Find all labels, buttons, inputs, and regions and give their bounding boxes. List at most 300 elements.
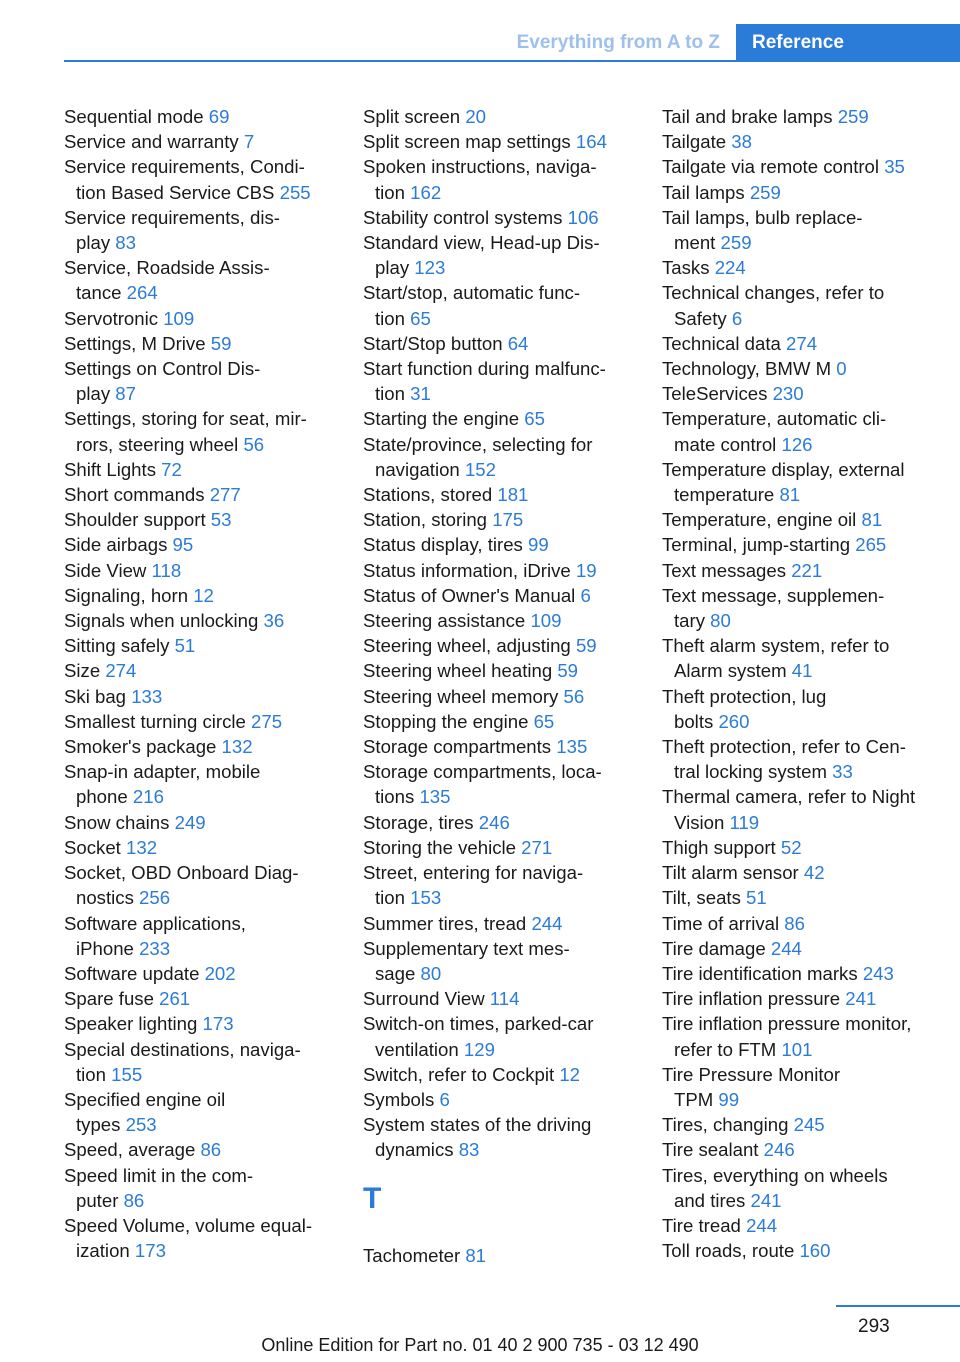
page-link[interactable]: 42	[803, 862, 825, 884]
entry-line	[662, 986, 952, 1011]
index-entry	[363, 558, 643, 583]
entry-term: Street, entering for naviga-	[363, 862, 584, 884]
entry-line	[64, 507, 344, 532]
page-link[interactable]: 243	[862, 962, 894, 984]
page-link[interactable]: 109	[163, 307, 195, 329]
entry-line	[64, 810, 344, 835]
page-link[interactable]: 12	[559, 1063, 581, 1085]
entry-continuation	[64, 432, 344, 457]
entry-term-cont: and tires	[674, 1189, 746, 1211]
entry-continuation	[662, 658, 952, 683]
page-link[interactable]: 152	[464, 458, 496, 480]
entry-line	[662, 784, 952, 809]
index-entry	[64, 583, 344, 608]
entry-term: Technical data	[662, 332, 781, 354]
page-link[interactable]: 106	[567, 206, 599, 228]
entry-term: Steering assistance	[363, 610, 526, 632]
entry-line	[662, 129, 952, 154]
footer-edition: Online Edition for Part no. 01 40 2 900 735 - 03 12 490	[261, 1335, 699, 1355]
page-link[interactable]: 181	[497, 484, 529, 506]
page-link[interactable]: 153	[410, 887, 442, 909]
entry-term-cont: Safety	[674, 307, 727, 329]
entry-continuation	[662, 306, 952, 331]
page-link[interactable]: 160	[799, 1240, 831, 1262]
entry-line	[363, 154, 643, 179]
entry-continuation	[363, 255, 643, 280]
page-link[interactable]: 133	[131, 685, 163, 707]
entry-term: Socket	[64, 836, 121, 858]
index-entry	[662, 154, 952, 179]
section-tab: Reference	[736, 24, 960, 62]
page-link[interactable]: 36	[263, 610, 285, 632]
entry-continuation	[662, 432, 952, 457]
index-entry	[64, 129, 344, 154]
entry-term: Tail lamps, bulb replace-	[662, 206, 863, 228]
page-link[interactable]: 216	[132, 786, 164, 808]
entry-term: Temperature display, external	[662, 458, 905, 480]
index-entry	[64, 1087, 344, 1137]
page-link[interactable]: 56	[563, 685, 585, 707]
entry-line	[64, 331, 344, 356]
entry-term-cont: mate control	[674, 433, 777, 455]
page-link[interactable]: 230	[772, 383, 804, 405]
index-entry	[363, 154, 643, 204]
page-link[interactable]: 275	[251, 710, 283, 732]
page-link[interactable]: 274	[105, 660, 137, 682]
entry-term: Speed limit in the com-	[64, 1164, 254, 1186]
entry-term: Tire sealant	[662, 1139, 759, 1161]
index-entry	[662, 911, 952, 936]
index-column-2	[363, 104, 643, 1268]
entry-term: Temperature, engine oil	[662, 509, 857, 531]
page-link[interactable]: 56	[243, 433, 265, 455]
index-column-1	[64, 104, 344, 1263]
entry-line	[64, 482, 344, 507]
entry-continuation	[64, 885, 344, 910]
page-link[interactable]: 129	[463, 1038, 495, 1060]
entry-term-cont: tance	[76, 282, 122, 304]
entry-term: Station, storing	[363, 509, 488, 531]
index-entry	[662, 180, 952, 205]
entry-term: Smallest turning circle	[64, 710, 246, 732]
entry-line	[64, 457, 344, 482]
page-link[interactable]: 72	[161, 458, 182, 480]
page-link[interactable]: 202	[204, 962, 236, 984]
page-link[interactable]: 53	[210, 509, 232, 531]
page-link[interactable]: 271	[521, 836, 553, 858]
page-link[interactable]: 65	[524, 408, 545, 430]
index-entry	[64, 482, 344, 507]
entry-term-cont: ization	[76, 1240, 130, 1262]
page-link[interactable]: 119	[729, 811, 760, 833]
entry-term: Storage compartments	[363, 736, 552, 758]
entry-term: Settings on Control Dis-	[64, 358, 261, 380]
entry-line	[64, 406, 344, 431]
entry-line	[662, 381, 952, 406]
entry-term: Side View	[64, 559, 147, 581]
index-entry	[662, 507, 952, 532]
page-link[interactable]: 0	[836, 358, 847, 380]
entry-term-cont: Alarm system	[674, 660, 787, 682]
entry-line	[64, 658, 344, 683]
index-entry	[64, 1137, 344, 1162]
entry-term-cont: ventilation	[375, 1038, 459, 1060]
index-entry	[662, 1062, 952, 1112]
entry-line	[662, 1213, 952, 1238]
page-link[interactable]: 81	[779, 484, 801, 506]
page-link[interactable]: 221	[791, 559, 823, 581]
entry-line	[64, 558, 344, 583]
page-link[interactable]: 6	[439, 1088, 450, 1110]
entry-term-cont: dynamics	[375, 1139, 454, 1161]
entry-term: Starting the engine	[363, 408, 520, 430]
entry-term: Thigh support	[662, 836, 776, 858]
entry-line	[363, 230, 643, 255]
index-entry	[64, 684, 344, 709]
index-entry	[64, 255, 344, 305]
page-link[interactable]: 224	[714, 257, 746, 279]
page-link[interactable]: 259	[749, 181, 781, 203]
page-link[interactable]: 173	[134, 1240, 166, 1262]
page-link[interactable]: 114	[489, 988, 520, 1010]
index-entry	[662, 1213, 952, 1238]
entry-term: Thermal camera, refer to Night	[662, 786, 916, 808]
entry-continuation	[64, 1238, 344, 1263]
entry-term-cont: play	[375, 257, 410, 279]
index-entry	[662, 860, 952, 885]
entry-term: Settings, M Drive	[64, 332, 206, 354]
entry-line	[662, 684, 952, 709]
page-link[interactable]: 83	[458, 1139, 480, 1161]
page-link[interactable]: 80	[710, 610, 731, 632]
page-link[interactable]: 123	[414, 257, 446, 279]
page-link[interactable]: 259	[720, 232, 752, 254]
entry-line	[662, 406, 952, 431]
entry-line	[363, 482, 643, 507]
page-link[interactable]: 19	[575, 559, 597, 581]
entry-term: Storage compartments, loca-	[363, 761, 602, 783]
index-entry	[64, 608, 344, 633]
page-link[interactable]: 256	[139, 887, 171, 909]
page-link[interactable]: 65	[533, 710, 555, 732]
page-link[interactable]: 101	[781, 1038, 813, 1060]
page-link[interactable]: 59	[575, 635, 597, 657]
index-entry	[363, 1062, 643, 1087]
entry-term: State/province, selecting for	[363, 433, 593, 455]
page-link[interactable]: 155	[111, 1063, 143, 1085]
entry-term-cont: temperature	[674, 484, 775, 506]
page-link[interactable]: 99	[718, 1088, 740, 1110]
entry-term: Tires, changing	[662, 1114, 789, 1136]
entry-line	[64, 104, 344, 129]
entry-term: Time of arrival	[662, 912, 780, 934]
entry-line	[363, 356, 643, 381]
entry-term: Status of Owner's Manual	[363, 584, 576, 606]
index-entry	[64, 1011, 344, 1036]
index-entry	[662, 205, 952, 255]
page-link[interactable]: 162	[410, 181, 442, 203]
index-entry	[64, 306, 344, 331]
page-link[interactable]: 277	[209, 484, 241, 506]
page-link[interactable]: 265	[855, 534, 887, 556]
entry-line	[64, 532, 344, 557]
entry-term-cont: refer to FTM	[674, 1038, 777, 1060]
page-link[interactable]: 95	[172, 534, 194, 556]
page-link[interactable]: 52	[780, 836, 802, 858]
entry-line	[662, 457, 952, 482]
page-link[interactable]: 126	[781, 433, 813, 455]
page-link[interactable]: 274	[786, 332, 818, 354]
page-link[interactable]: 118	[151, 559, 182, 581]
entry-line	[64, 583, 344, 608]
entry-line	[363, 633, 643, 658]
page-link[interactable]: 135	[419, 786, 451, 808]
page-link[interactable]: 86	[200, 1139, 222, 1161]
page-link[interactable]: 173	[202, 1013, 234, 1035]
entry-continuation	[64, 381, 344, 406]
entry-term-cont: phone	[76, 786, 128, 808]
entry-term: Status information, iDrive	[363, 559, 571, 581]
page-link[interactable]: 260	[718, 710, 750, 732]
index-entry	[64, 356, 344, 406]
entry-term: Split screen map settings	[363, 131, 571, 153]
page-link[interactable]: 264	[126, 282, 158, 304]
entry-continuation	[363, 961, 643, 986]
entry-term-cont: tion	[375, 181, 405, 203]
entry-line	[64, 1137, 344, 1162]
page-link[interactable]: 38	[731, 131, 752, 153]
entry-continuation	[64, 180, 344, 205]
index-entry	[363, 759, 643, 809]
entry-line	[363, 658, 643, 683]
index-entry	[662, 1112, 952, 1137]
index-entry	[64, 457, 344, 482]
entry-term: Signaling, horn	[64, 584, 189, 606]
index-entry	[363, 432, 643, 482]
entry-line	[662, 633, 952, 658]
index-entry	[64, 911, 344, 961]
page-link[interactable]: 59	[557, 660, 579, 682]
index-entry	[363, 583, 643, 608]
page-link[interactable]: 233	[139, 937, 171, 959]
page-link[interactable]: 246	[763, 1139, 795, 1161]
page-link[interactable]: 109	[530, 610, 562, 632]
entry-term-cont: tion	[375, 307, 405, 329]
entry-term: Tail and brake lamps	[662, 106, 833, 127]
entry-line	[363, 986, 643, 1011]
entry-line	[363, 709, 643, 734]
entry-term: Tire Pressure Monitor	[662, 1063, 841, 1085]
index-entry	[363, 1112, 643, 1162]
entry-term: Storing the vehicle	[363, 836, 516, 858]
index-entry	[363, 1011, 643, 1061]
index-entry	[662, 885, 952, 910]
entry-line	[363, 936, 643, 961]
page-link[interactable]: 164	[575, 131, 607, 153]
entry-continuation	[363, 381, 643, 406]
entry-continuation	[662, 810, 952, 835]
entry-line	[64, 1163, 344, 1188]
page-link[interactable]: 64	[507, 332, 529, 354]
index-entry	[363, 734, 643, 759]
index-entry	[64, 835, 344, 860]
letter-heading: T	[363, 1181, 382, 1215]
entry-line	[662, 583, 952, 608]
page-link[interactable]: 86	[784, 912, 805, 934]
page-link[interactable]: 20	[465, 106, 487, 127]
page-link[interactable]: 81	[861, 509, 883, 531]
page-link[interactable]: 245	[793, 1114, 825, 1136]
entry-line	[64, 684, 344, 709]
footer-rule	[836, 1305, 960, 1307]
entry-term: Start/stop, automatic func-	[363, 282, 581, 304]
page-link[interactable]: 99	[528, 534, 549, 556]
index-entry	[363, 684, 643, 709]
index-entry	[64, 1213, 344, 1263]
entry-term: Software applications,	[64, 912, 246, 934]
entry-term: Stability control systems	[363, 206, 563, 228]
entry-term: Speed, average	[64, 1139, 196, 1161]
entry-term: Ski bag	[64, 685, 127, 707]
page-link[interactable]: 69	[208, 106, 230, 127]
page-link[interactable]: 244	[531, 912, 563, 934]
entry-line	[662, 961, 952, 986]
entry-term: Steering wheel memory	[363, 685, 559, 707]
entry-continuation	[64, 1188, 344, 1213]
entry-line	[64, 1037, 344, 1062]
page-link[interactable]: 31	[410, 383, 431, 405]
entry-term: Tasks	[662, 257, 710, 279]
index-entry	[662, 104, 952, 129]
index-entry	[64, 961, 344, 986]
entry-continuation	[64, 1112, 344, 1137]
entry-line	[363, 608, 643, 633]
entry-continuation	[363, 180, 643, 205]
page-link[interactable]: 12	[193, 584, 214, 606]
entry-line	[64, 1087, 344, 1112]
page-link[interactable]: 244	[746, 1214, 778, 1236]
index-entry	[64, 810, 344, 835]
entry-term: TeleServices	[662, 383, 768, 405]
index-entry	[64, 759, 344, 809]
entry-term: Size	[64, 660, 101, 682]
entry-term: System states of the driving	[363, 1114, 592, 1136]
entry-term: Tire inflation pressure monitor,	[662, 1013, 912, 1035]
entry-term: Start function during malfunc-	[363, 358, 606, 380]
index-entry	[662, 255, 952, 280]
page-link[interactable]: 33	[832, 761, 853, 783]
entry-line	[662, 280, 952, 305]
entry-term: Snap-in adapter, mobile	[64, 761, 261, 783]
entry-term: Theft alarm system, refer to	[662, 635, 890, 657]
entry-term: Tire identification marks	[662, 962, 858, 984]
entry-continuation	[64, 230, 344, 255]
page-link[interactable]: 135	[556, 736, 588, 758]
entry-line	[662, 255, 952, 280]
entry-line	[363, 280, 643, 305]
entry-term: Tailgate	[662, 131, 727, 153]
page-link[interactable]: 255	[279, 181, 311, 203]
page-link[interactable]: 241	[845, 988, 877, 1010]
index-entry	[662, 1163, 952, 1213]
page-link[interactable]: 244	[770, 937, 802, 959]
entry-term-cont: bolts	[674, 710, 714, 732]
index-entry	[363, 709, 643, 734]
page-link[interactable]: 132	[221, 736, 253, 758]
index-entry	[363, 608, 643, 633]
entry-term-cont: navigation	[375, 458, 460, 480]
entry-line	[363, 759, 643, 784]
entry-term: Sitting safely	[64, 635, 170, 657]
index-entry	[64, 558, 344, 583]
page-link[interactable]: 65	[410, 307, 431, 329]
page-link[interactable]: 6	[731, 307, 743, 329]
entry-line	[662, 331, 952, 356]
page-link[interactable]: 59	[210, 332, 232, 354]
page-link[interactable]: 246	[478, 811, 510, 833]
entry-line	[662, 356, 952, 381]
entry-line	[363, 684, 643, 709]
page-link[interactable]: 261	[159, 988, 191, 1010]
page-link[interactable]: 80	[420, 962, 442, 984]
index-entry	[662, 331, 952, 356]
index-entry	[662, 961, 952, 986]
page-link[interactable]: 259	[837, 106, 869, 127]
page-link[interactable]: 175	[492, 509, 524, 531]
page-link[interactable]: 241	[750, 1189, 782, 1211]
index-entry	[363, 936, 643, 986]
entry-line	[662, 835, 952, 860]
page-link[interactable]: 81	[465, 1244, 487, 1266]
entry-term: Service and warranty	[64, 131, 239, 153]
entry-term: Spoken instructions, naviga-	[363, 156, 597, 178]
page-link[interactable]: 86	[123, 1189, 145, 1211]
page-link[interactable]: 51	[746, 887, 767, 909]
entry-line	[662, 532, 952, 557]
entry-term: Theft protection, refer to Cen-	[662, 736, 906, 758]
entry-line	[363, 1112, 643, 1137]
page-link[interactable]: 6	[580, 584, 591, 606]
entry-term: Switch-on times, parked-car	[363, 1013, 594, 1035]
entry-term: Snow chains	[64, 811, 170, 833]
page-link[interactable]: 7	[243, 131, 255, 153]
index-entry	[662, 457, 952, 507]
index-entry	[662, 406, 952, 456]
entry-line	[662, 734, 952, 759]
page-link[interactable]: 87	[115, 383, 136, 405]
page-link[interactable]: 253	[125, 1114, 157, 1136]
page-link[interactable]: 83	[115, 232, 136, 254]
entry-line	[363, 1243, 643, 1268]
entry-term: Special destinations, naviga-	[64, 1038, 301, 1060]
index-entry	[363, 1087, 643, 1112]
entry-term-cont: ment	[674, 232, 716, 254]
page-link[interactable]: 41	[791, 660, 813, 682]
page-link[interactable]: 249	[174, 811, 206, 833]
entry-term: Supplementary text mes-	[363, 937, 570, 959]
entry-term: Technology, BMW M	[662, 358, 832, 380]
entry-continuation	[363, 784, 643, 809]
entry-line	[662, 154, 952, 179]
index-entry	[64, 406, 344, 456]
page-link[interactable]: 51	[174, 635, 196, 657]
entry-term: Start/Stop button	[363, 332, 503, 354]
page-link[interactable]: 132	[126, 836, 158, 858]
page-link[interactable]: 35	[884, 156, 905, 178]
entry-line	[64, 306, 344, 331]
entry-line	[64, 1213, 344, 1238]
index-entry	[662, 532, 952, 557]
